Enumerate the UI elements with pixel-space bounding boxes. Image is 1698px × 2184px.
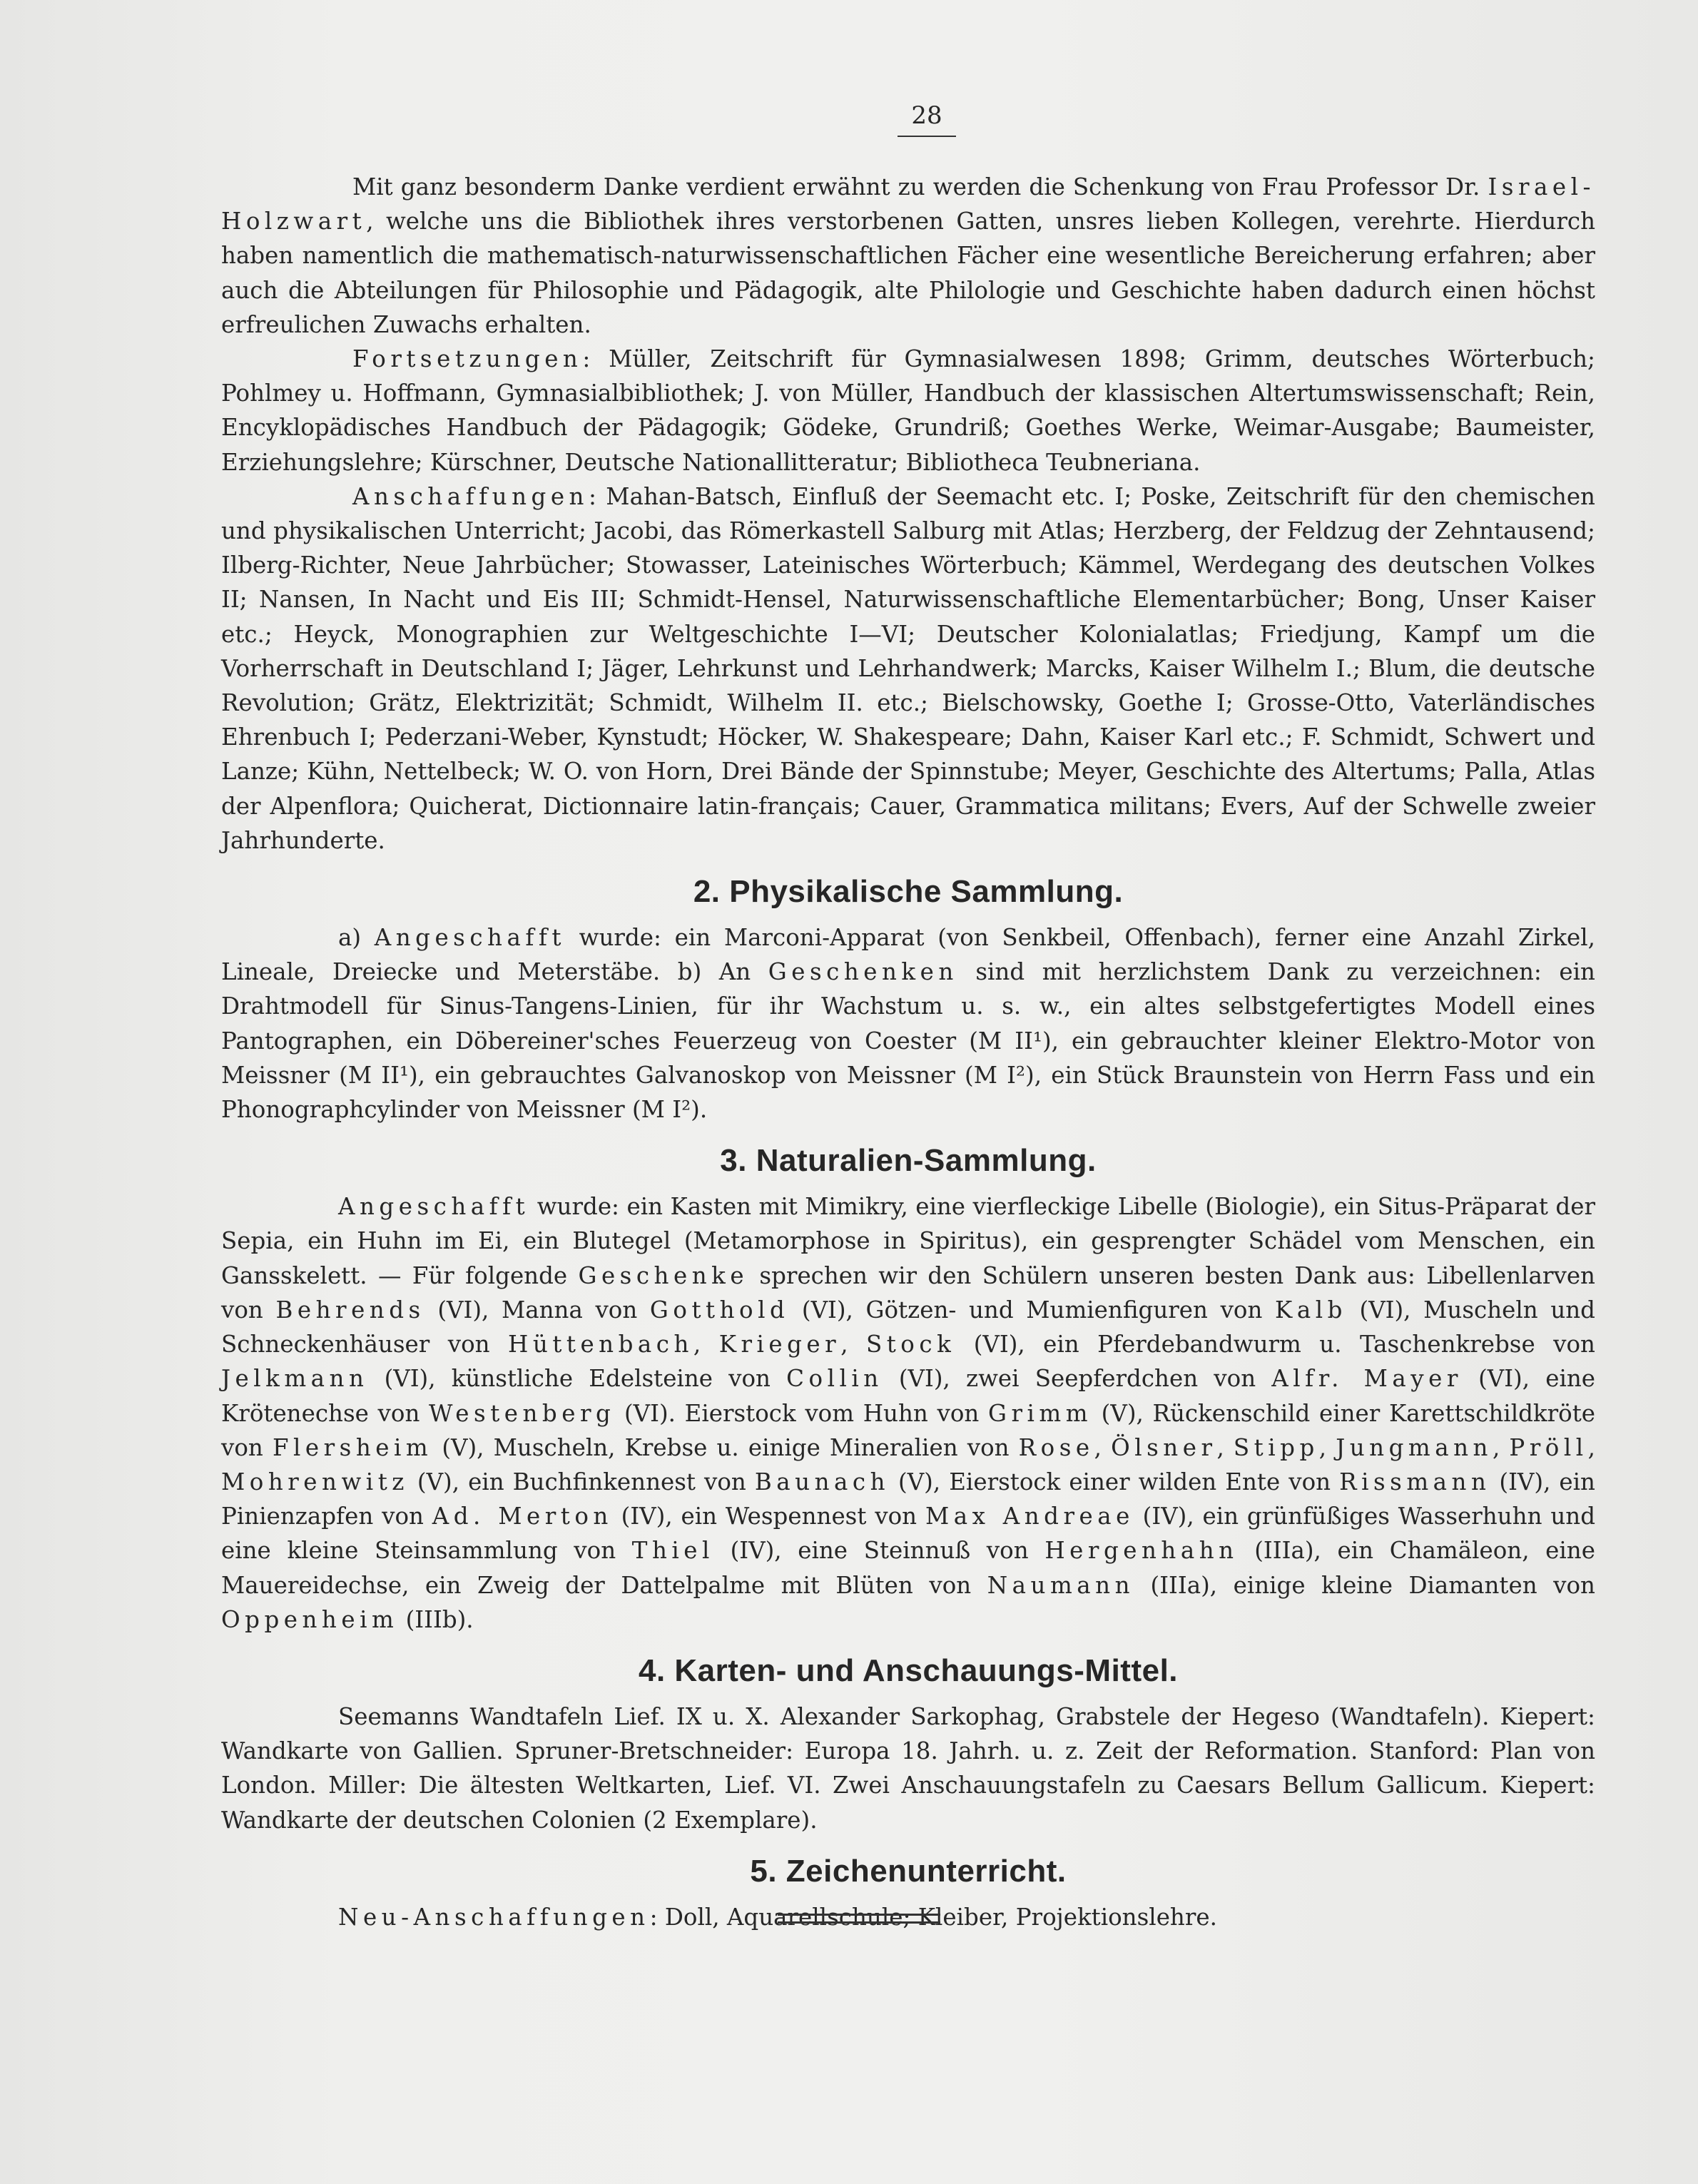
heading-physikalische-sammlung: 2. Physikalische Sammlung. <box>693 874 1124 910</box>
paragraph-anschaffungen: Anschaffungen: Mahan-Batsch, Einfluß der Seemacht etc. I; Poske, Zeitschrift für den chemischen und physikalischen Unterricht; Jacobi, das Römerkastell Salburg mit Atlas; Herzberg, der Feldzug der Zehntausend; Ilberg-Richter, Neue Jahrbücher; Stowasser, Lateinisches Wörterbuch; Kämmel, Werdegang des deutschen Volkes II; Nansen, In Nacht und Eis III; Schmidt-Hensel, Naturwissenschaftliche Elementarbücher; Bong, Unser Kaiser etc.; Heyck, Monographien zur Weltgeschichte I—VI; Deutscher Kolonialatlas; Friedjung, Kampf um die Vorherrschaft in Deutschland I; Jäger, Lehrkunst und Lehrhandwerk; Marcks, Kaiser Wilhelm I.; Blum, die deutsche Revolution; Grätz, Elektrizität; Schmidt, Wilhelm II. etc.; Bielschowsky, Goethe I; Grosse-Otto, Vaterländisches Ehrenbuch I; Pederzani-Weber, Kynstudt; Höcker, W. Shakespeare; Dahn, Kaiser Karl etc.; F. Schmidt, Schwert und Lanze; Kühn, Nettelbeck; W. O. von Horn, Drei Bände der Spinnstube; Meyer, Geschichte des Altertums; Palla, Atlas der Alpenflora; Quicherat, Dictionnaire latin-français; Cauer, Grammatica militans; Evers, Auf der Schwelle zweier Jahrhunderte. <box>221 482 1595 854</box>
fortsetzungen-label: Fortsetzungen <box>352 345 583 373</box>
neu-anschaffungen-label: Neu-Anschaffungen <box>338 1903 650 1931</box>
paragraph-karten: Seemanns Wandtafeln Lief. IX u. X. Alexander Sarkophag, Grabstele der Hegeso (Wandtafeln). Kiepert: Wandkarte von Gallien. Spruner-Bretschneider: Europa 18. Jahrh. u. z. Zeit der Reformation. Stanford: Plan von London. Miller: Die ältesten Weltkarten, Lief. VI. Zwei Anschauungstafeln zu Caesars Bellum Gallicum. Kiepert: Wandkarte der deutschen Colonien (2 Exemplare). <box>221 1702 1595 1834</box>
end-rule <box>778 1914 940 1924</box>
page-body <box>221 170 1595 1934</box>
paragraph-schenkung: Mit ganz besonderm Danke verdient erwähnt zu werden die Schenkung von Frau Professor Dr. Israel-Holzwart, welche uns die Bibliothek ihres verstorbenen Gatten, unsres lieben Kollegen, verehrte. Hierdurch haben namentlich die mathematisch-naturwissenschaftlichen Fächer eine wesentliche Bereicherung erfahren; aber auch die Abteilungen für Philosophie und Pädagogik, alte Philologie und Geschichte haben dadurch einen höchst erfreulichen Zuwachs erhalten. <box>221 173 1595 338</box>
paragraph-naturalien: Angeschafft wurde: ein Kasten mit Mimikry, eine vierfleckige Libelle (Biologie), ein Situs-Präparat der Sepia, ein Huhn im Ei, ein Blutegel (Metamorphose in Spiritus), ein gesprengter Schädel vom Menschen, ein Gansskelett. — Für folgende Geschenke sprechen wir den Schülern unseren besten Dank aus: Libellenlarven von Behrends (VI), Manna von Gotthold (VI), Götzen- und Mumienfiguren von Kalb (VI), Muscheln und Schneckenhäuser von Hüttenbach, Krieger, Stock (VI), ein Pferdebandwurm u. Taschenkrebse von Jelkmann (VI), künstliche Edelsteine von Collin (VI), zwei Seepferdchen von Alfr. Mayer (VI), eine Krötenechse von Westenberg (VI). Eierstock vom Huhn von Grimm (V), Rückenschild einer Karettschildkröte von Flersheim (V), Muscheln, Krebse u. einige Mineralien von Rose, Ölsner, Stipp, Jungmann, Pröll, Mohrenwitz (V), ein Buchfinkennest von Baunach (V), Eierstock einer wilden Ente von Rissmann (IV), ein Pinienzapfen von Ad. Merton (IV), ein Wespennest von Max Andreae (IV), ein grünfüßiges Wasserhuhn und eine kleine Steinsammlung von Thiel (IV), eine Steinnuß von Hergenhahn (IIIa), ein Chamäleon, eine Mauereidechse, ein Zweig der Dattelpalme mit Blüten von Naumann (IIIa), einige kleine Diamanten von Oppenheim (IIIb). <box>221 1193 1596 1633</box>
anschaffungen-label: Anschaffungen <box>352 482 589 510</box>
heading-naturalien-sammlung: 3. Naturalien-Sammlung. <box>720 1143 1097 1179</box>
paragraph-fortsetzungen: Fortsetzungen: Müller, Zeitschrift für Gymnasialwesen 1898; Grimm, deutsches Wörterbuch; Pohlmey u. Hoffmann, Gymnasialbibliothek; J. von Müller, Handbuch der klassischen Altertumswissenschaft; Rein, Encyklopädisches Handbuch der Pädagogik; Gödeke, Grundriß; Goethes Werke, Weimar-Ausgabe; Baumeister, Erziehungslehre; Kürschner, Deutsche Nationallitteratur; Bibliotheca Teubneriana. <box>221 345 1595 476</box>
donor-name: Israel-Holzwart <box>221 173 1595 235</box>
heading-karten-anschauungsmittel: 4. Karten- und Anschauungs-Mittel. <box>638 1652 1179 1688</box>
page-number: 28 <box>898 101 956 137</box>
paragraph-zeichenunterricht: Neu-Anschaffungen: Doll, Aquarellschule; Kleiber, Projektionslehre. <box>338 1903 1217 1931</box>
paragraph-physik: a) Angeschafft wurde: ein Marconi-Apparat (von Senkbeil, Offenbach), ferner eine Anzahl Zirkel, Lineale, Dreiecke und Meterstäbe. b) An Geschenken sind mit herzlichstem Dank zu verzeichnen: ein Drahtmodell für Sinus-Tangens-Linien, für ihr Wachstum u. s. w., ein altes selbstgefertigtes Modell eines Pantographen, ein Döbereiner'sches Feuerzeug von Coester (M II¹), ein gebrauchter kleiner Elektro-Motor von Meissner (M II¹), ein gebrauchtes Galvanoskop von Meissner (M I²), ein Stück Braunstein von Herrn Fass und ein Phonographcylinder von Meissner (M I²). <box>221 924 1595 1124</box>
heading-zeichenunterricht: 5. Zeichenunterricht. <box>750 1853 1067 1889</box>
